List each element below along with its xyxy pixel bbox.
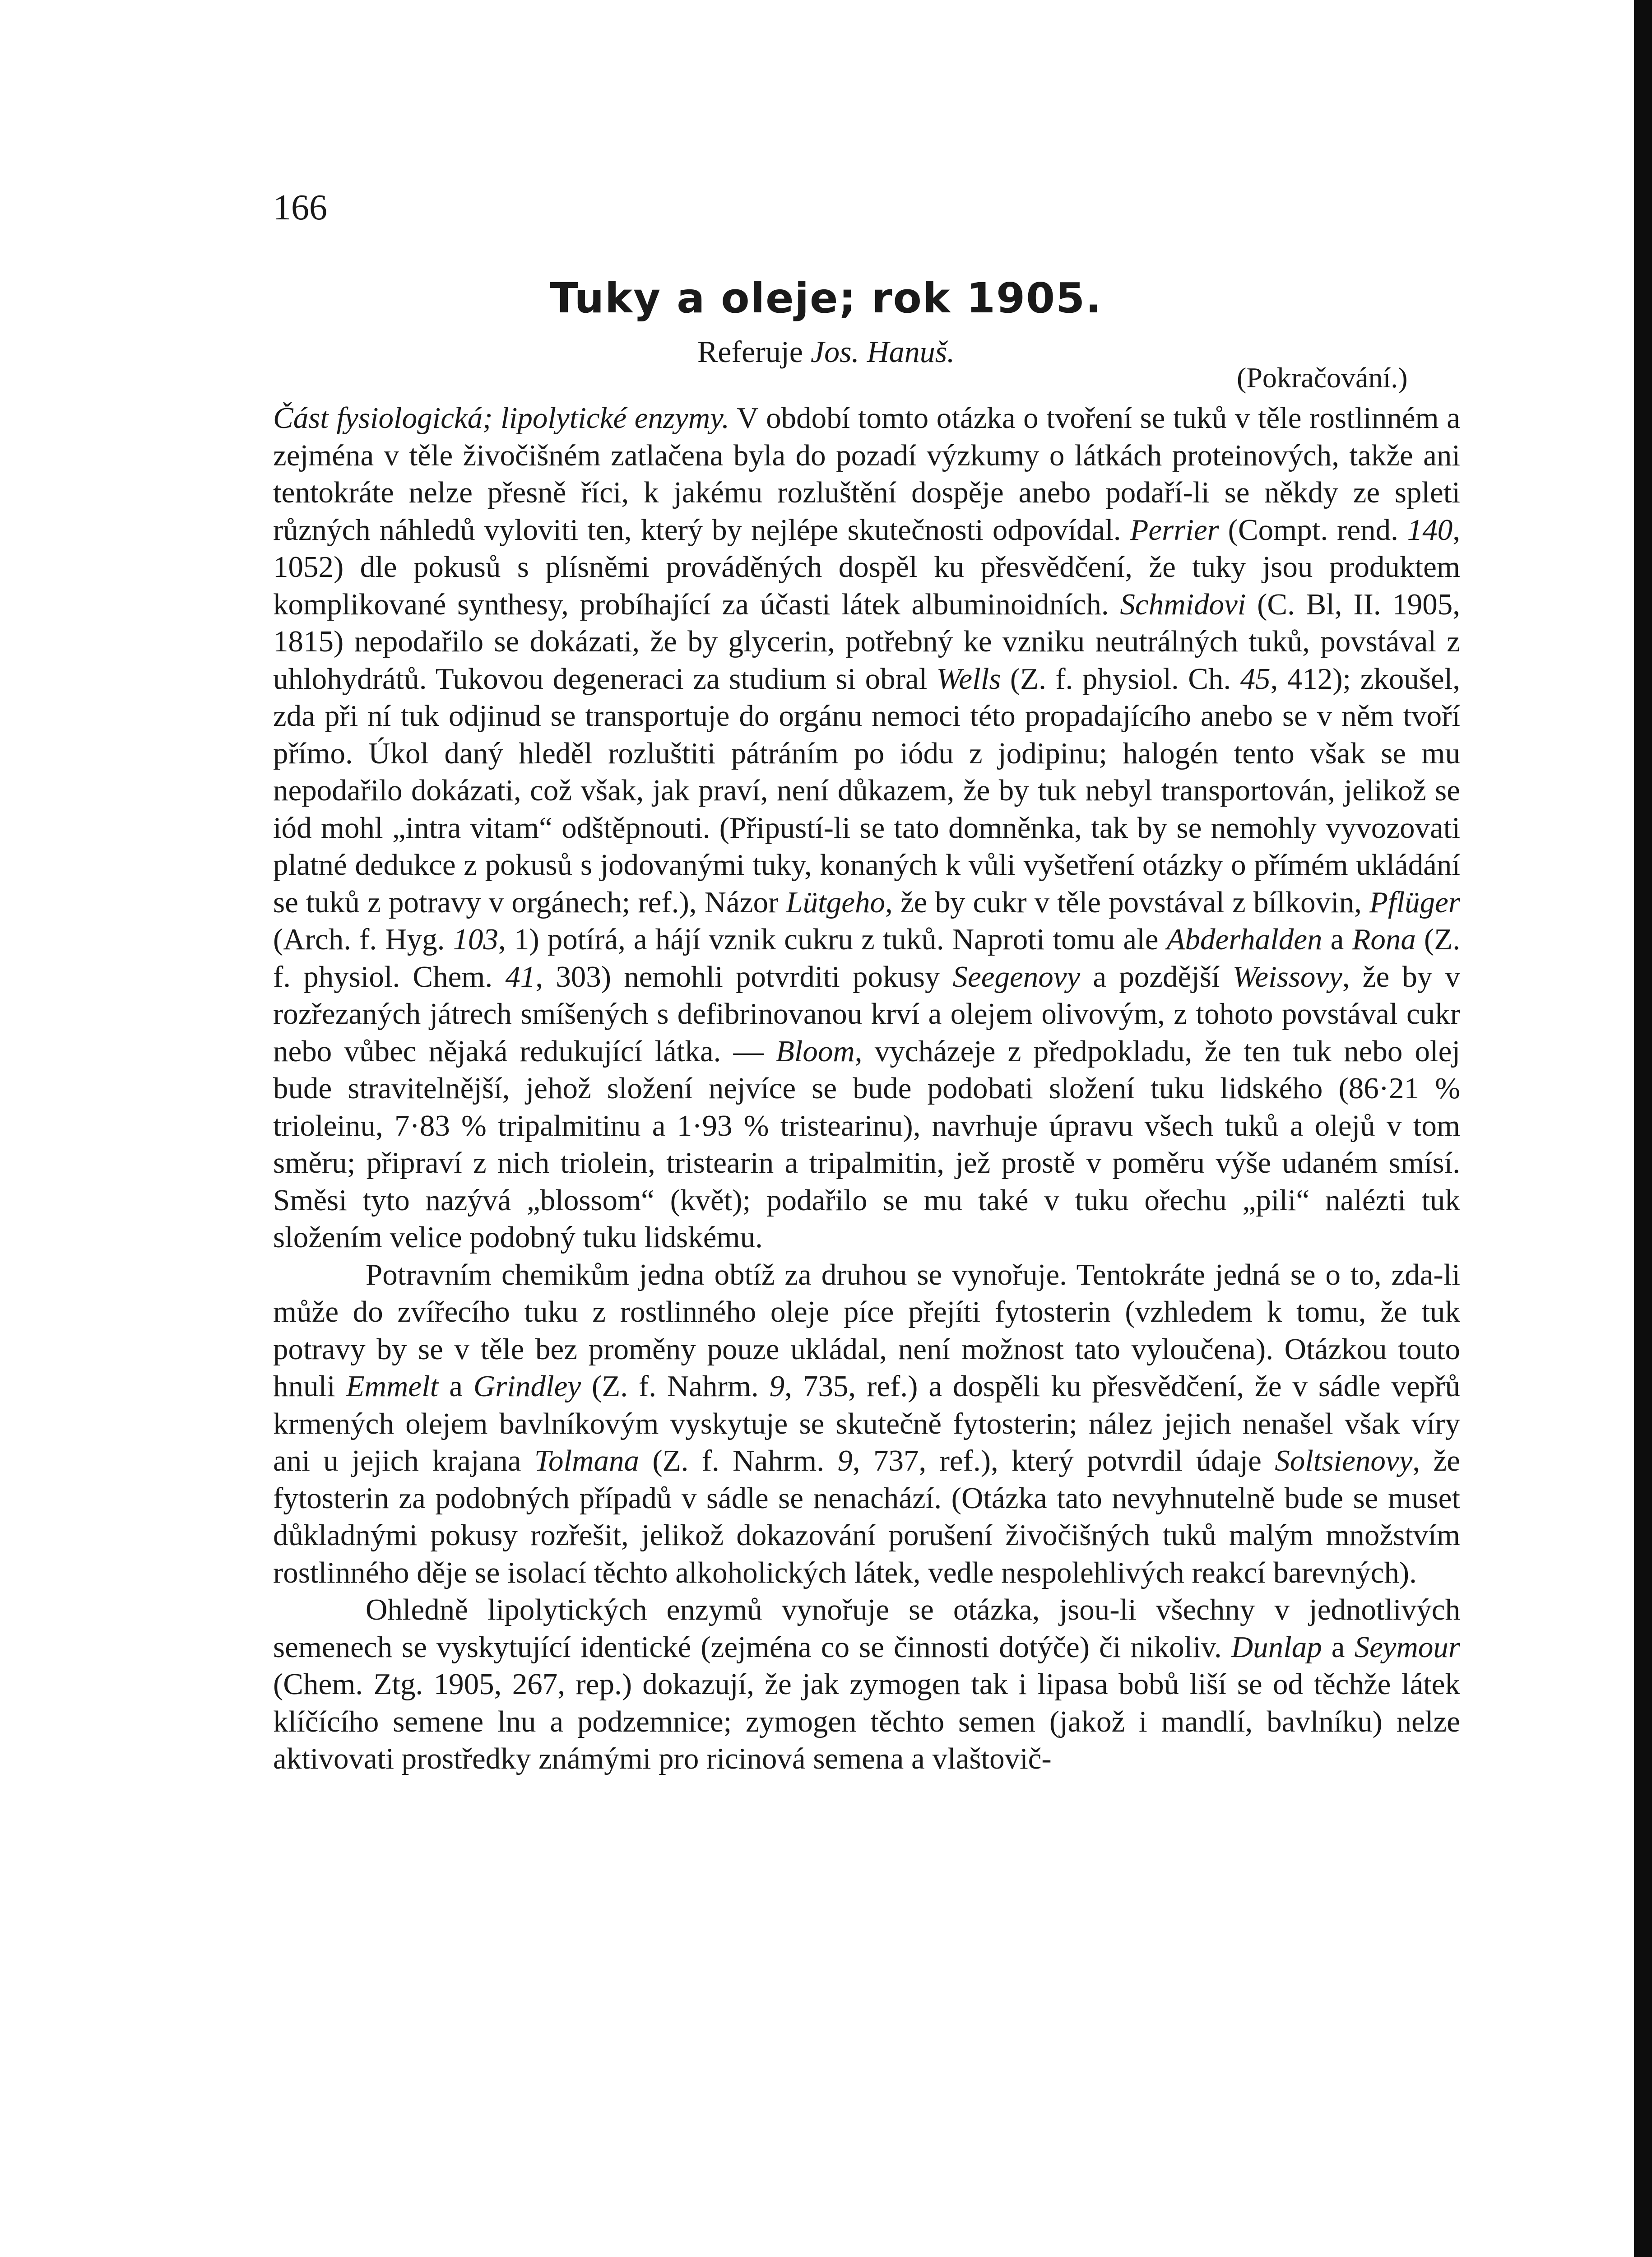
article-title: Tuky a oleje; rok 1905. (549, 274, 1103, 322)
italic-segment: Seegenovy (952, 960, 1081, 994)
italic-segment: Bloom (775, 1034, 855, 1068)
italic-segment: Abderhalden (1166, 923, 1323, 956)
continued-note: (Pokračování.) (1237, 362, 1408, 394)
italic-segment: Lütgeho (786, 885, 886, 919)
italic-segment: Perrier (1130, 513, 1219, 547)
text-segment: (Z. f. Nahrm. (639, 1444, 838, 1477)
text-segment: , 1) potírá, a hájí vznik cukru z tuků. Naproti tomu ale (498, 923, 1167, 956)
text-segment: , že by cukr v těle povstával z bílkovin, (885, 885, 1370, 919)
text-segment: (Z. f. physiol. Ch. (1001, 662, 1240, 696)
text-segment: a (1322, 923, 1352, 956)
text-segment: , že by v rozřezaných játrech smíšených s defibrinovanou krví a olejem olivovým, z tohoto povstával cukr nebo vůbec nějaká redukující látka. — (273, 960, 1460, 1068)
italic-segment: 140 (1407, 513, 1453, 547)
italic-segment: Dunlap (1231, 1630, 1322, 1664)
paragraph-3 (273, 1591, 1460, 1778)
italic-segment: 45 (1240, 662, 1271, 696)
text-segment: , 737, ref.), který potvrdil údaje (852, 1444, 1275, 1477)
text-segment: , vycházeje z předpokladu, že ten tuk nebo olej bude stravitelnější, jehož složení nejvíce se bude podobati složení tuku lidského (86·21 % trioleinu, 7·83 % tripalmitinu a 1·93 % tristearinu), navrhuje úpravu všech tuků a olejů v tom směru; připraví z nich triolein, tristearin a tripalmitin, jež prostě v poměru výše udaném smísí. Směsi tyto nazývá „blossom“ (květ); podařilo se mu také v tuku ořechu „pili“ nalézti tuk složením velice podobný tuku lidskému. (273, 1034, 1460, 1254)
text-segment: , 1052) dle pokusů s plísněmi prováděných dospěl ku přesvědčení, že tuky jsou produktem komplikované synthesy, probíhající za účasti látek albuminoidních. (273, 513, 1460, 621)
byline-prefix: Referuje (697, 334, 803, 369)
text-segment: (Z. f. physiol. Chem. (273, 923, 1460, 994)
page-number: 166 (273, 188, 327, 228)
italic-segment: Grindley (473, 1370, 581, 1403)
italic-segment: 103 (453, 923, 499, 956)
article-body (273, 399, 1460, 1778)
byline-author: Jos. Hanuš. (810, 334, 955, 369)
text-segment: a (1322, 1630, 1355, 1664)
italic-segment: Pflüger (1369, 885, 1460, 919)
text-segment: , 735, ref.) a dospěli ku přesvědčení, že v sádle vepřů krmených olejem bavlníkovým vyskytuje se skutečně fytosterin; nález jejich nenašel však víry ani u jejich krajana (273, 1370, 1460, 1477)
italic-segment: Weissovy (1232, 960, 1342, 994)
italic-segment: 9 (769, 1370, 785, 1403)
text-segment: (C. Bl, II. 1905, 1815) nepodařilo se dokázati, že by glycerin, potřebný ke vzniku neutrálných tuků, povstával z uhlohydrátů. Tukovou degeneraci za studium si obral (273, 587, 1460, 696)
italic-segment: Wells (936, 662, 1001, 696)
text-segment: Ohledně lipolytických enzymů vynořuje se otázka, jsou-li všechny v jednotlivých semenech se vyskytující identické (zejména co se činnosti dotýče) či nikoliv. (273, 1593, 1460, 1664)
text-segment: (Chem. Ztg. 1905, 267, rep.) dokazují, že jak zymogen tak i lipasa bobů liší se od těchže látek klíčícího semene lnu a podzemnice; zymogen těchto semen (jakož i mandlí, bavlníku) nelze aktivovati prostředky známými pro ricinová semena a vlaštovič- (273, 1667, 1460, 1775)
italic-segment: 41 (505, 960, 536, 994)
text-segment: (Z. f. Nahrm. (581, 1370, 770, 1403)
text-segment: (Arch. f. Hyg. (273, 923, 453, 956)
italic-segment: Tolmana (534, 1444, 639, 1477)
italic-segment: Část fysiologická; lipolytické enzymy. (273, 401, 729, 435)
italic-segment: Rona (1352, 923, 1416, 956)
text-segment: Potravním chemikům jedna obtíž za druhou se vynořuje. Tentokráte jedná se o to, zda-li může do zvířecího tuku z rostlinného oleje píce přejíti fytosterin (vzhledem k tomu, že tuk potravy by se v těle bez proměny pouze ukládal, není možnost tato vyloučena). Otázkou touto hnuli (273, 1258, 1460, 1403)
italic-segment: Emmelt (346, 1370, 439, 1403)
italic-segment: Seymour (1354, 1630, 1460, 1664)
italic-segment: Schmidovi (1120, 587, 1246, 621)
text-segment: V období tomto otázka o tvoření se tuků v těle rostlinném a zejména v těle živočišném zatlačena byla do pozadí výzkumy o látkách proteinových, takže ani tentokráte nelze přesně říci, k jakému rozluštění dospěje anebo podaří-li se někdy ze spleti různých náhledů vyloviti ten, který by nejlépe skutečnosti odpovídal. (273, 401, 1460, 547)
text-segment: a pozdější (1080, 960, 1233, 994)
text-segment: a (438, 1370, 473, 1403)
italic-segment: 9 (837, 1444, 853, 1477)
text-segment: (Compt. rend. (1219, 513, 1407, 547)
text-segment: , že fytosterin za podobných případů v sádle se nenachází. (Otázka tato nevyhnutelně bude se muset důkladnými pokusy rozřešit, jelikož dokazování porušení živočišných tuků malým množstvím rostlinného děje se isolací těchto alkoholických látek, vedle nespolehlivých reakcí barevných). (273, 1444, 1460, 1589)
paragraph-2 (273, 1256, 1460, 1592)
italic-segment: Soltsienovy (1275, 1444, 1413, 1477)
text-segment: , 303) nemohli potvrditi pokusy (535, 960, 953, 994)
paragraph-1 (273, 399, 1460, 1256)
text-segment: , 412); zkoušel, zda při ní tuk odjinud se transportuje do orgánu nemoci této propadajícího anebo se v něm tvoří přímo. Úkol daný hleděl rozluštiti pátráním po iódu z jodipinu; halogén tento však se mu nepodařilo dokázati, což však, jak praví, není důkazem, že by tuk nebyl transportován, jelikož se iód mohl „intra vitam“ odštěpnouti. (Připustí-li se tato domněnka, tak by se nemohly vyvozovati platné dedukce z pokusů s jodovanými tuky, konaných k vůli vyšetření otázky o přímém ukládání se tuků z potravy v orgánech; ref.), Názor (273, 662, 1460, 919)
